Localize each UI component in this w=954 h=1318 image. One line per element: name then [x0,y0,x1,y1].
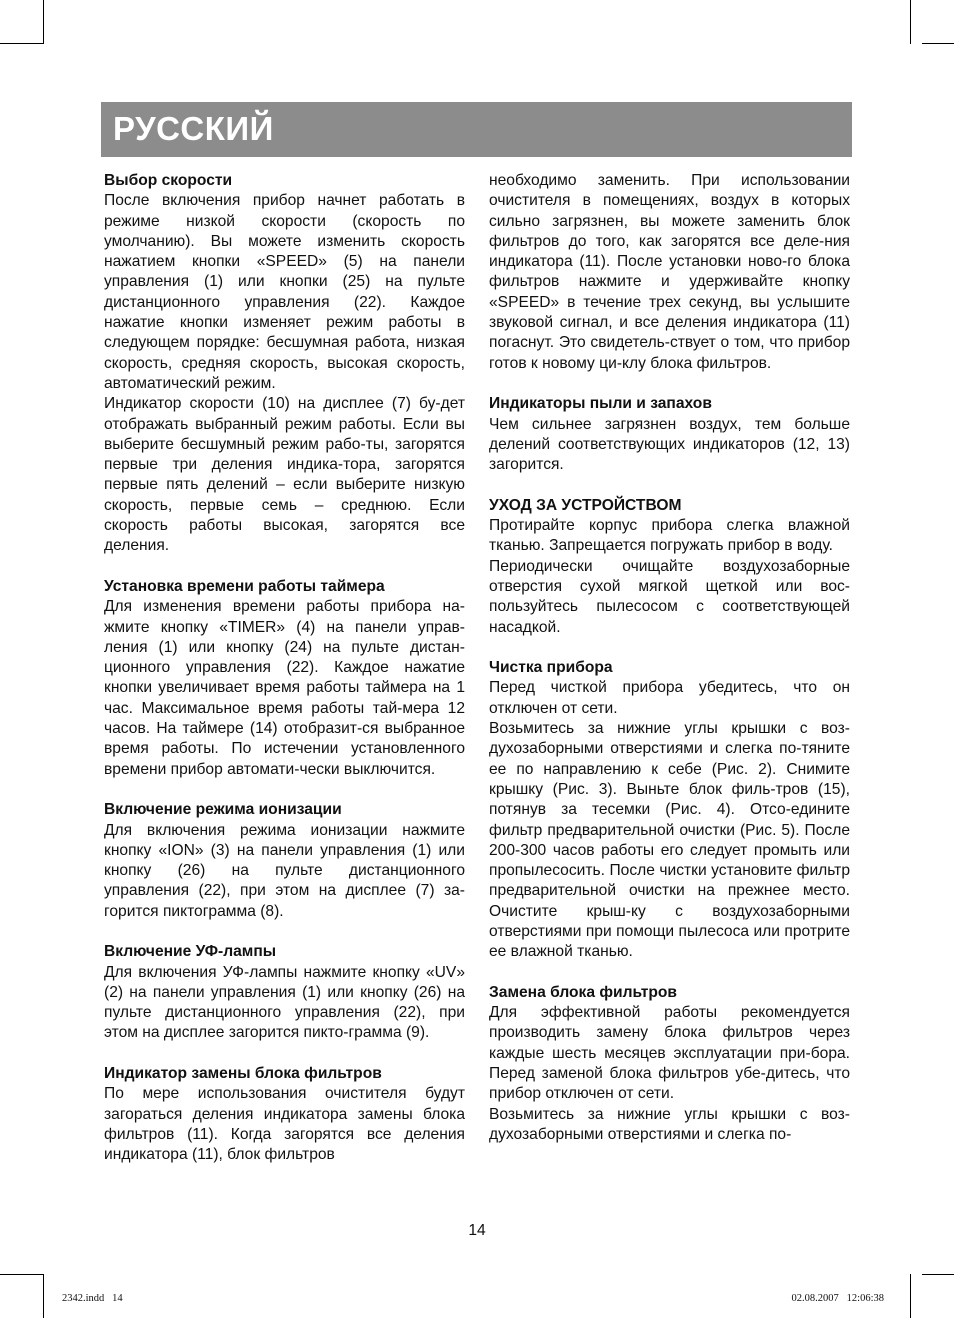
crop-mark [0,1274,44,1275]
page-number: 14 [468,1222,486,1239]
paragraph: После включения прибор начнет работать в режиме низкой скорости (скорость по умолчанию). Вы можете изменить скорость нажатием кнопки «SPEED» (5) на панели управления (1) или кнопки (25) на пульте дистанционного управления (22). Каждое нажатие кнопки изменяет режим работы в следующем порядке: бесшумная работа, низкая скорость, средняя скорость, высокая скорость, автоматический режим. [104,192,465,392]
section-title-uv: Включение УФ-лампы [104,943,277,961]
paragraph: По мере использования очистителя будут загораться деления индикатора замены блока фильтров (11). Когда загорятся все деления индикатора (11), блок фильтров [104,1085,465,1164]
paragraph: Индикатор скорости (10) на дисплее (7) бу-дет отображать выбранный режим работы. Если вы выберите бесшумный режим рабо-ты, загорятся первые три деления индика-тора, загорятся первые пять делений – если выберите низкую скорость, первые семь – среднюю. Если скорость работы высокая, загорятся все деления. [104,395,465,555]
crop-mark [922,1274,954,1275]
language-banner [101,102,852,157]
paragraph: Чем сильнее загрязнен воздух, тем больше делений соответствующих индикаторов (12, 13) загорится. [489,415,850,474]
section-title-speed: Выбор скорости [104,172,233,189]
paragraph: Протирайте корпус прибора слегка влажной тканью. Запрещается погружать прибор в воду. [489,517,850,555]
crop-mark [0,43,44,44]
section-title-care: УХОД ЗА УСТРОЙСТВОМ [489,496,682,514]
paragraph: Возьмитесь за нижние углы крышки с воз-духозаборными отверстиями и слегка по-тяните ее по направлению к себе (Рис. 2). Снимите крышку (Рис. 3). Выньте блок филь-тров (15), потянув за тесемки (Рис. 4). Отсо-едините фильтр предварительной очистки (Рис. 5). После 200-300 часов работы его следует промыть или пропылесосить. После чистки установите фильтр предварительной очистки на прежнее место. Очистите крыш-ку с воздухозаборными отверстиями при помощи пылесоса или протрите ее влажной тканью. [489,720,850,961]
paragraph: Возьмитесь за нижние углы крышки с воз-духозаборными отверстиями и слегка по- [489,1105,850,1143]
crop-mark [922,43,954,44]
paragraph: Периодически очищайте воздухозаборные отверстия сухой мягкой щеткой или вос-пользуйтесь пылесосом с соответствующей насадкой. [489,557,850,636]
paragraph: Для эффективной работы рекомендуется производить замену блока фильтров через каждые шесть месяцев эксплуатации при-бора. Перед заменой блока фильтров убе-дитесь, что прибор отключен от сети. [489,1004,850,1103]
section-title-replace: Замена блока фильтров [489,983,677,1001]
paragraph: Для изменения времени работы прибора на-жмите кнопку «TIMER» (4) на панели управ-ления (1) или кнопку (24) на пульте дистан-ционного управления (22). Каждое нажатие кнопки увеличивает время работы таймера на 1 час. Максимальное время работы тай-мера 12 часов. На таймере (14) отобразит-ся выбранное время работы. По истечении установленного времени прибор автомати-чески выключится. [104,598,465,778]
paragraph: Для включения УФ-лампы нажмите кнопку «UV» (2) на панели управления (1) или кнопку (26) на пульте дистанционного управления (22), при этом на дисплее загорится пикто-грамма (9). [104,963,465,1042]
paragraph: Для включения режима ионизации нажмите кнопку «ION» (3) на панели управления (1) или кнопку (26) на пульте дистанционного управления (22), при этом на дисплее (7) за-горится пиктограмма (8). [104,821,465,920]
footer-file: 2342.indd 14 [62,1293,123,1304]
section-title-dust: Индикаторы пыли и запахов [489,395,712,413]
section-title-timer: Установка времени работы таймера [104,577,385,595]
section-title-filter-indicator: Индикатор замены блока фильтров [104,1065,382,1083]
paragraph: Перед чисткой прибора убедитесь, что он отключен от сети. [489,679,850,717]
footer-timestamp: 02.08.2007 12:06:38 [791,1293,884,1304]
left-column [104,171,465,1166]
crop-mark [910,1274,911,1318]
banner-title: РУССКИЙ [113,110,274,147]
crop-mark [43,1274,44,1318]
crop-mark [43,0,44,44]
paragraph: необходимо заменить. При использовании очистителя в помещениях, воздух в которых сильно загрязнен, вы можете заменить блок фильтров до того, как загорятся все деле-ния индикатора (11). После установки ново-го блока фильтров нажмите и удерживайте кнопку «SPEED» в течение трех секунд, вы услышите звуковой сигнал, и все деления индикатора (11) погаснут. Это свидетель-ствует о том, что прибор готов к новому ци-клу блока фильтров. [489,172,850,372]
section-title-cleaning: Чистка прибора [489,659,613,677]
crop-mark [910,0,911,44]
section-title-ion: Включение режима ионизации [104,801,342,819]
right-column [489,171,850,1145]
